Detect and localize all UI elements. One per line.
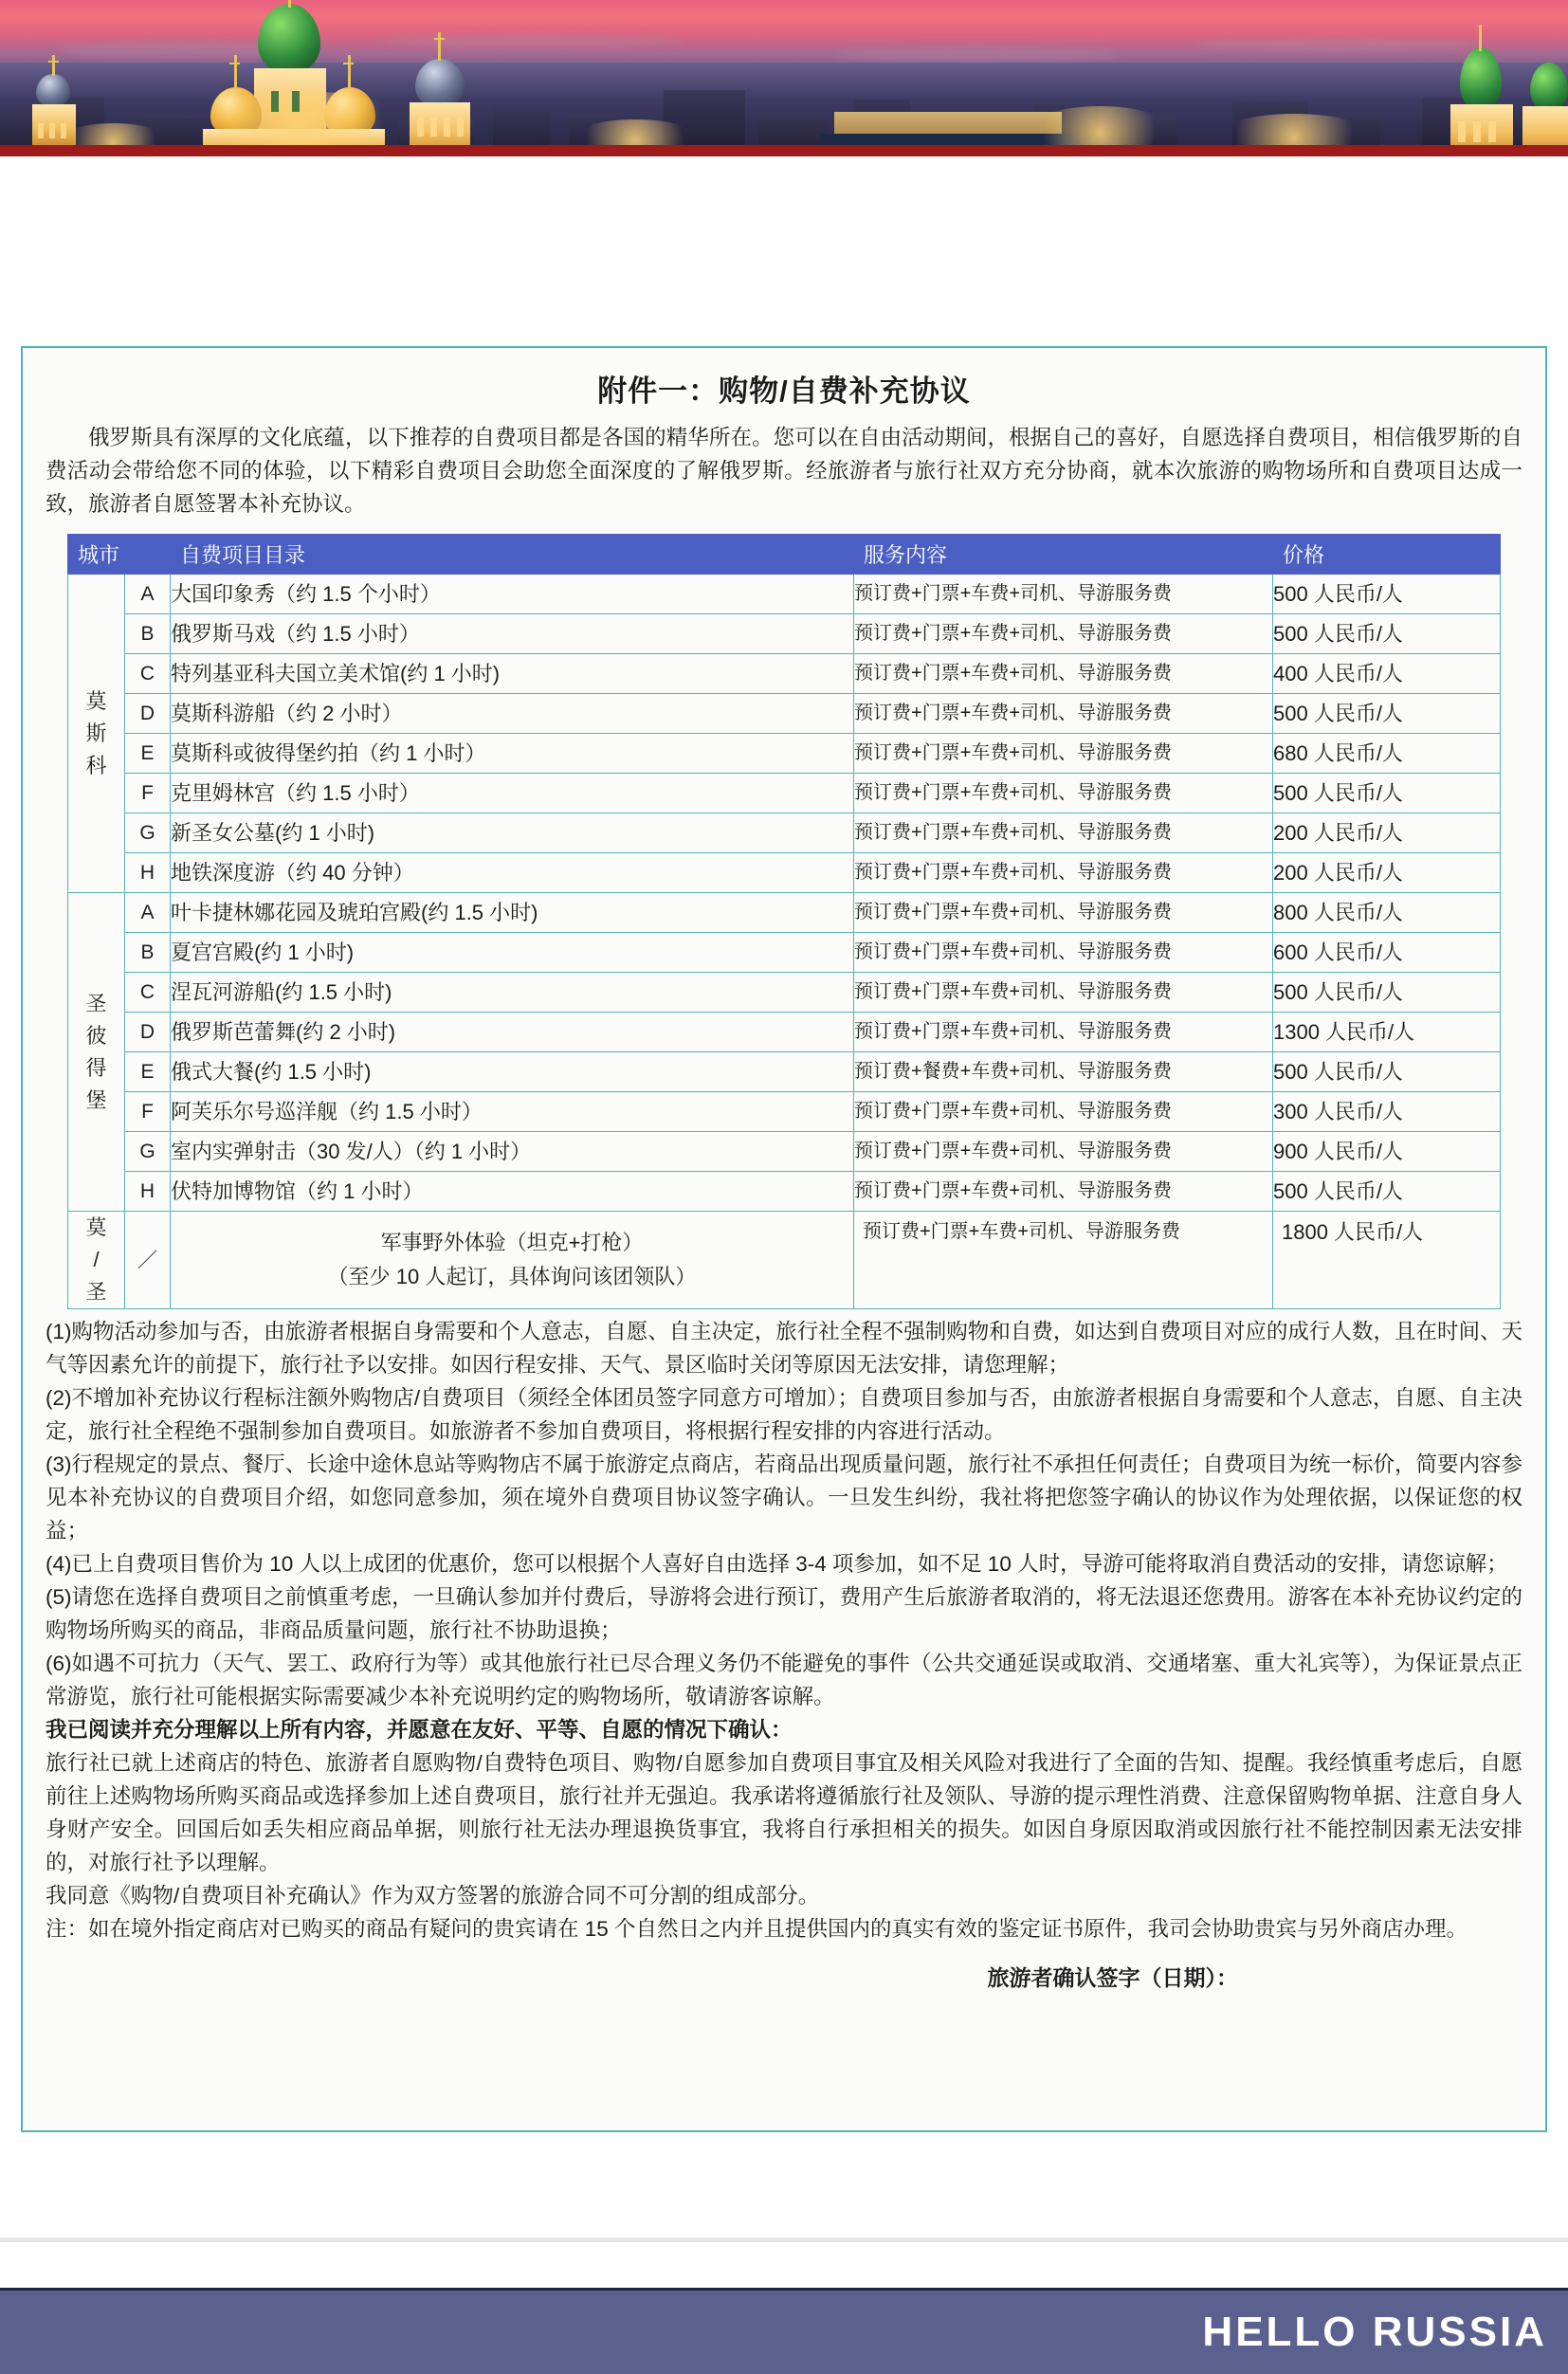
row-price-cell: 500 人民币/人: [1273, 694, 1501, 734]
row-price-cell: 500 人民币/人: [1273, 973, 1501, 1013]
table-row: [68, 654, 1501, 694]
row-price-cell: 1300 人民币/人: [1273, 1013, 1501, 1052]
row-item-cell: 俄罗斯马戏（约 1.5 小时）: [171, 614, 854, 654]
city-group-cell: [68, 575, 125, 893]
row-service-cell: 预订费+门票+车费+司机、导游服务费: [854, 813, 1273, 853]
term-paragraph: (6)如遇不可抗力（天气、罢工、政府行为等）或其他旅行社已尽合理义务仍不能避免的事件（公共交通延误或取消、交通堵塞、重大礼宾等），为保证景点正常游览，旅行社可能根据实际需要减少本补充说明约定的购物场所，敬请游客谅解。: [46, 1652, 1522, 1708]
table-row: [68, 853, 1501, 893]
city-char: /: [93, 1248, 100, 1271]
table-row: [68, 1132, 1501, 1172]
footer-separator: [0, 2237, 1568, 2242]
row-key-cell: A: [125, 575, 171, 614]
banner-red-rule: [0, 145, 1568, 156]
row-item-cell: 克里姆林宫（约 1.5 小时）: [171, 774, 854, 813]
row-key-cell: C: [125, 654, 171, 694]
city-char: 莫: [85, 688, 107, 713]
row-key-cell: H: [125, 1172, 171, 1212]
signature-label: 旅游者确认签字（日期）：: [987, 1965, 1238, 1990]
table-row: [68, 1013, 1501, 1052]
confirm-heading: 我已阅读并充分理解以上所有内容，并愿意在友好、平等、自愿的情况下确认：: [46, 1718, 793, 1742]
row-key-cell: G: [125, 1132, 171, 1172]
row-item-cell: 叶卡捷林娜花园及琥珀宫殿(约 1.5 小时): [171, 893, 854, 933]
table-row: [68, 734, 1501, 774]
row-service-cell: 预订费+门票+车费+司机、导游服务费: [854, 734, 1273, 774]
table-row: [68, 893, 1501, 933]
row-service-cell: 预订费+门票+车费+司机、导游服务费: [854, 774, 1273, 813]
row-key-cell: B: [125, 933, 171, 973]
city-group-cell: [68, 893, 125, 1212]
row-price-cell: 500 人民币/人: [1273, 575, 1501, 614]
table-row-combined: [68, 1212, 1501, 1309]
row-price-cell: 200 人民币/人: [1273, 853, 1501, 893]
term-paragraph: (1)购物活动参加与否，由旅游者根据自身需要和个人意志，自愿、自主决定，旅行社全程不强制购物和自费，如达到自费项目对应的成行人数，且在时间、天气等因素允许的前提下，旅行社予以安排。如因行程安排、天气、景区临时关闭等原因无法安排，请您理解；: [46, 1320, 1522, 1377]
row-item-cell: 涅瓦河游船(约 1.5 小时): [171, 973, 854, 1013]
table-row: [68, 774, 1501, 813]
row-service-cell: 预订费+门票+车费+司机、导游服务费: [854, 973, 1273, 1013]
row-service-cell: 预订费+门票+车费+司机、导游服务费: [854, 1092, 1273, 1132]
row-price-cell: 680 人民币/人: [1273, 734, 1501, 774]
row-price-cell: 500 人民币/人: [1273, 1172, 1501, 1212]
col-header-city: 城市: [68, 535, 171, 575]
row-item-cell: 大国印象秀（约 1.5 个小时）: [171, 575, 854, 614]
row-service-cell: 预订费+门票+车费+司机、导游服务费: [854, 1013, 1273, 1052]
row-item-cell: 俄式大餐(约 1.5 小时): [171, 1052, 854, 1092]
row-service-cell: 预订费+门票+车费+司机、导游服务费: [854, 1212, 1273, 1309]
table-row: [68, 575, 1501, 614]
term-paragraph: (5)请您在选择自费项目之前慎重考虑，一旦确认参加并付费后，导游将会进行预订，费用产生后旅游者取消的，将无法退还您费用。游客在本补充协议约定的购物场所购买的商品，非商品质量问题，旅行社不协助退换；: [46, 1585, 1522, 1642]
city-char: 科: [85, 753, 107, 777]
row-key-cell: E: [125, 1052, 171, 1092]
term-paragraph: (2)不增加补充协议行程标注额外购物店/自费项目（须经全体团员签字同意方可增加）；自费项目参加与否，由旅游者根据自身需要和个人意志，自愿、自主决定，旅行社全程绝不强制参加自费项目。如旅游者不参加自费项目，将根据行程安排的内容进行活动。: [46, 1386, 1522, 1443]
row-item-line1: 军事野外体验（坦克+打枪）: [380, 1231, 644, 1254]
city-char: 斯: [85, 721, 107, 745]
city-char: 莫: [85, 1215, 107, 1239]
row-price-cell: 400 人民币/人: [1273, 654, 1501, 694]
row-price-cell: 800 人民币/人: [1273, 893, 1501, 933]
city-char: 堡: [85, 1087, 107, 1112]
row-service-cell: 预订费+门票+车费+司机、导游服务费: [854, 654, 1273, 694]
row-service-cell: 预订费+门票+车费+司机、导游服务费: [854, 933, 1273, 973]
row-item-cell: [171, 1212, 854, 1309]
row-key-cell: H: [125, 853, 171, 893]
city-group-cell-combined: [68, 1212, 125, 1309]
row-key-cell: F: [125, 774, 171, 813]
russia-skyline-photo: [0, 0, 1568, 156]
row-price-cell: 600 人民币/人: [1273, 933, 1501, 973]
term-paragraph: (4)已上自费项目售价为 10 人以上成团的优惠价，您可以根据个人喜好自由选择 3-4 项参加，如不足 10 人时，导游可能将取消自费活动的安排，请您谅解；: [46, 1552, 1508, 1576]
table-body: [68, 575, 1501, 1309]
row-item-cell: 阿芙乐尔号巡洋舰（约 1.5 小时）: [171, 1092, 854, 1132]
confirm-body: 旅行社已就上述商店的特色、旅游者自愿购物/自费特色项目、购物/自愿参加自费项目事宜及相关风险对我进行了全面的告知、提醒。我经慎重考虑后，自愿前往上述购物场所购买商品或选择参加上述自费项目，旅行社并无强迫。我承诺将遵循旅行社及领队、导游的提示理性消费、注意保留购物单据、注意自身人身财产安全。回国后如丢失相应商品单据，则旅行社无法办理退换货事宜，我将自行承担相关的损失。如因自身原因取消或因旅行社不能控制因素无法安排的，对旅行社予以理解。: [46, 1751, 1522, 1874]
note-line: 注：如在境外指定商店对已购买的商品有疑问的贵宾请在 15 个自然日之内并且提供国内的真实有效的鉴定证书原件，我司会协助贵宾与另外商店办理。: [46, 1917, 1468, 1941]
row-price-cell: 1800 人民币/人: [1273, 1212, 1501, 1309]
col-header-item: 自费项目目录: [171, 535, 854, 575]
row-item-cell: 特列基亚科夫国立美术馆(约 1 小时): [171, 654, 854, 694]
row-service-cell: 预订费+餐费+车费+司机、导游服务费: [854, 1052, 1273, 1092]
table-header-row: [68, 535, 1501, 575]
row-key-cell: A: [125, 893, 171, 933]
city-char: 得: [85, 1055, 107, 1080]
optional-items-table: [67, 534, 1501, 1309]
col-header-service: 服务内容: [854, 535, 1273, 575]
row-item-cell: 新圣女公墓(约 1 小时): [171, 813, 854, 853]
row-key-cell: B: [125, 614, 171, 654]
row-price-cell: 300 人民币/人: [1273, 1092, 1501, 1132]
row-price-cell: 500 人民币/人: [1273, 774, 1501, 813]
row-service-cell: 预订费+门票+车费+司机、导游服务费: [854, 575, 1273, 614]
row-key-cell: G: [125, 813, 171, 853]
row-price-cell: 500 人民币/人: [1273, 1052, 1501, 1092]
row-key-cell: F: [125, 1092, 171, 1132]
page-title: 附件一：购物/自费补充协议: [597, 374, 971, 408]
row-key-cell: D: [125, 1013, 171, 1052]
row-item-cell: 夏宫宫殿(约 1 小时): [171, 933, 854, 973]
city-char: 彼: [85, 1023, 107, 1048]
header-banner-image: [0, 0, 1568, 156]
city-char: 圣: [85, 1280, 107, 1304]
table-row: [68, 614, 1501, 654]
agree-line: 我同意《购物/自费项目补充确认》作为双方签署的旅游合同不可分割的组成部分。: [46, 1884, 820, 1908]
row-key-cell: E: [125, 734, 171, 774]
row-price-cell: 500 人民币/人: [1273, 614, 1501, 654]
col-header-price: 价格: [1273, 535, 1501, 575]
row-price-cell: 200 人民币/人: [1273, 813, 1501, 853]
table-row: [68, 933, 1501, 973]
row-key-cell: C: [125, 973, 171, 1013]
table-row: [68, 694, 1501, 734]
row-price-cell: 900 人民币/人: [1273, 1132, 1501, 1172]
row-item-cell: 室内实弹射击（30 发/人）（约 1 小时）: [171, 1132, 854, 1172]
row-key-cell: D: [125, 694, 171, 734]
page-footer: [0, 2288, 1568, 2374]
row-service-cell: 预订费+门票+车费+司机、导游服务费: [854, 614, 1273, 654]
row-item-cell: 伏特加博物馆（约 1 小时）: [171, 1172, 854, 1212]
table-row: [68, 1052, 1501, 1092]
term-paragraph: (3)行程规定的景点、餐厅、长途中途休息站等购物店不属于旅游定点商店，若商品出现质量问题，旅行社不承担任何责任；自费项目为统一标价，简要内容参见本补充协议的自费项目介绍，如您同意参加，须在境外自费项目协议签字确认。一旦发生纠纷，我社将把您签字确认的协议作为处理依据，以保证您的权益；: [46, 1452, 1522, 1543]
table-row: [68, 1092, 1501, 1132]
footer-brand-title: HELLO RUSSIA: [1202, 2309, 1547, 2355]
city-char: 圣: [85, 991, 107, 1015]
row-service-cell: 预订费+门票+车费+司机、导游服务费: [854, 694, 1273, 734]
table-row: [68, 973, 1501, 1013]
row-item-cell: 莫斯科游船（约 2 小时）: [171, 694, 854, 734]
row-item-line2: （至少 10 人起订，具体询问该团领队）: [327, 1265, 697, 1288]
row-item-cell: 俄罗斯芭蕾舞(约 2 小时): [171, 1013, 854, 1052]
row-item-cell: 莫斯科或彼得堡约拍（约 1 小时）: [171, 734, 854, 774]
terms-list: [46, 1315, 1522, 1713]
row-service-cell: 预订费+门票+车费+司机、导游服务费: [854, 1132, 1273, 1172]
row-key-cell: ／: [125, 1212, 171, 1309]
row-service-cell: 预订费+门票+车费+司机、导游服务费: [854, 853, 1273, 893]
table-row: [68, 813, 1501, 853]
row-service-cell: 预订费+门票+车费+司机、导游服务费: [854, 893, 1273, 933]
row-service-cell: 预订费+门票+车费+司机、导游服务费: [854, 1172, 1273, 1212]
intro-paragraph: 俄罗斯具有深厚的文化底蕴，以下推荐的自费项目都是各国的精华所在。您可以在自由活动期间，根据自己的喜好，自愿选择自费项目，相信俄罗斯的自费活动会带给您不同的体验，以下精彩自费项目会助您全面深度的了解俄罗斯。经旅游者与旅行社双方充分协商，就本次旅游的购物场所和自费项目达成一致，旅游者自愿签署本补充协议。: [46, 426, 1522, 516]
row-item-cell: 地铁深度游（约 40 分钟）: [171, 853, 854, 893]
table-row: [68, 1172, 1501, 1212]
agreement-frame: [21, 346, 1547, 2132]
